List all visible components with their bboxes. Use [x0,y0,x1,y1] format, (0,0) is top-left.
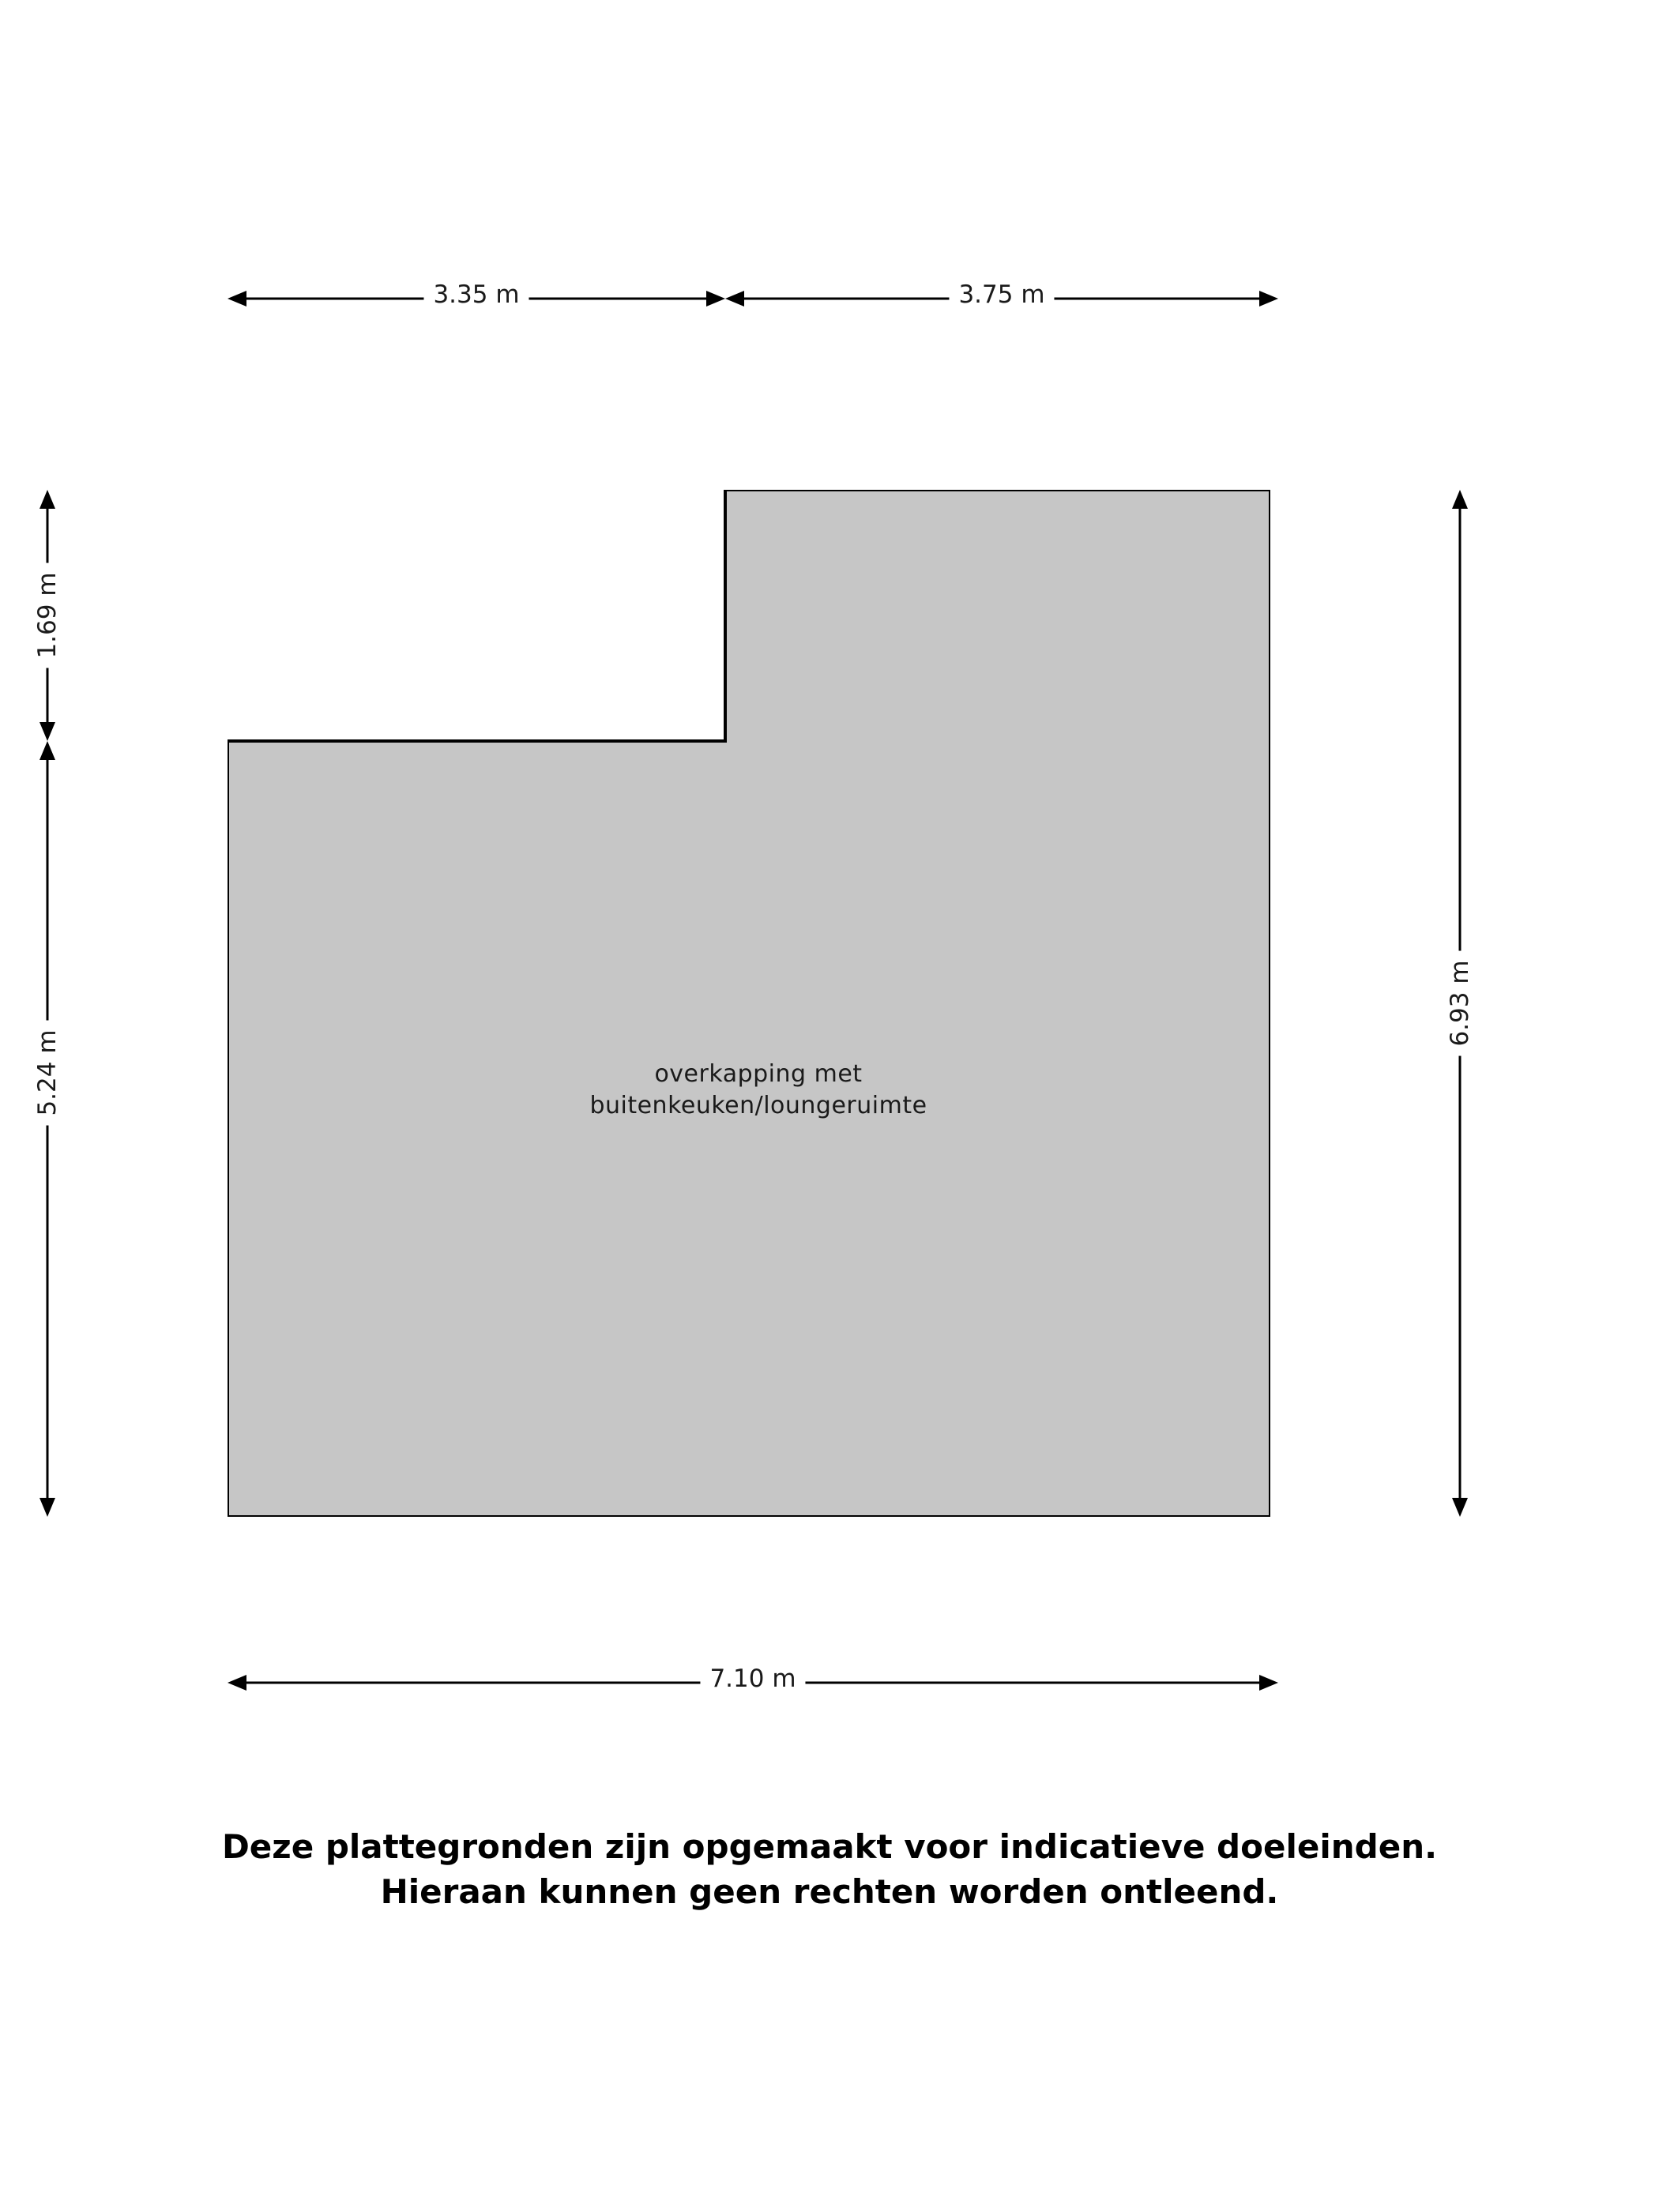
room-label [442,1059,1074,1122]
dimension-left-top [32,490,63,741]
dimension-bottom [228,1667,1278,1698]
dimension-left-bottom [32,741,63,1517]
dimension-right [1444,490,1476,1517]
floorplan-outline [228,490,1270,1517]
dimension-top-right [725,280,1278,314]
dimension-top-left-label: 3.35 m [423,280,529,309]
dimension-left-top-label: 1.69 m [33,562,62,668]
disclaimer-line-2: Hieraan kunnen geen rechten worden ontleend. [380,1872,1279,1911]
dimension-left-bottom-label: 5.24 m [33,1020,62,1125]
dimension-top-right-label: 3.75 m [949,280,1054,309]
disclaimer-line-1: Deze plattegronden zijn opgemaakt voor indicatieve doeleinden. [221,1827,1438,1866]
dimension-bottom-label: 7.10 m [700,1665,805,1693]
disclaimer-text [0,1825,1659,1914]
dimension-right-label: 6.93 m [1446,950,1474,1055]
room-label-line-2: buitenkeuken/loungeruimte [589,1092,927,1120]
room-label-line-1: overkapping met [654,1060,863,1088]
dimension-top-left [228,280,725,314]
